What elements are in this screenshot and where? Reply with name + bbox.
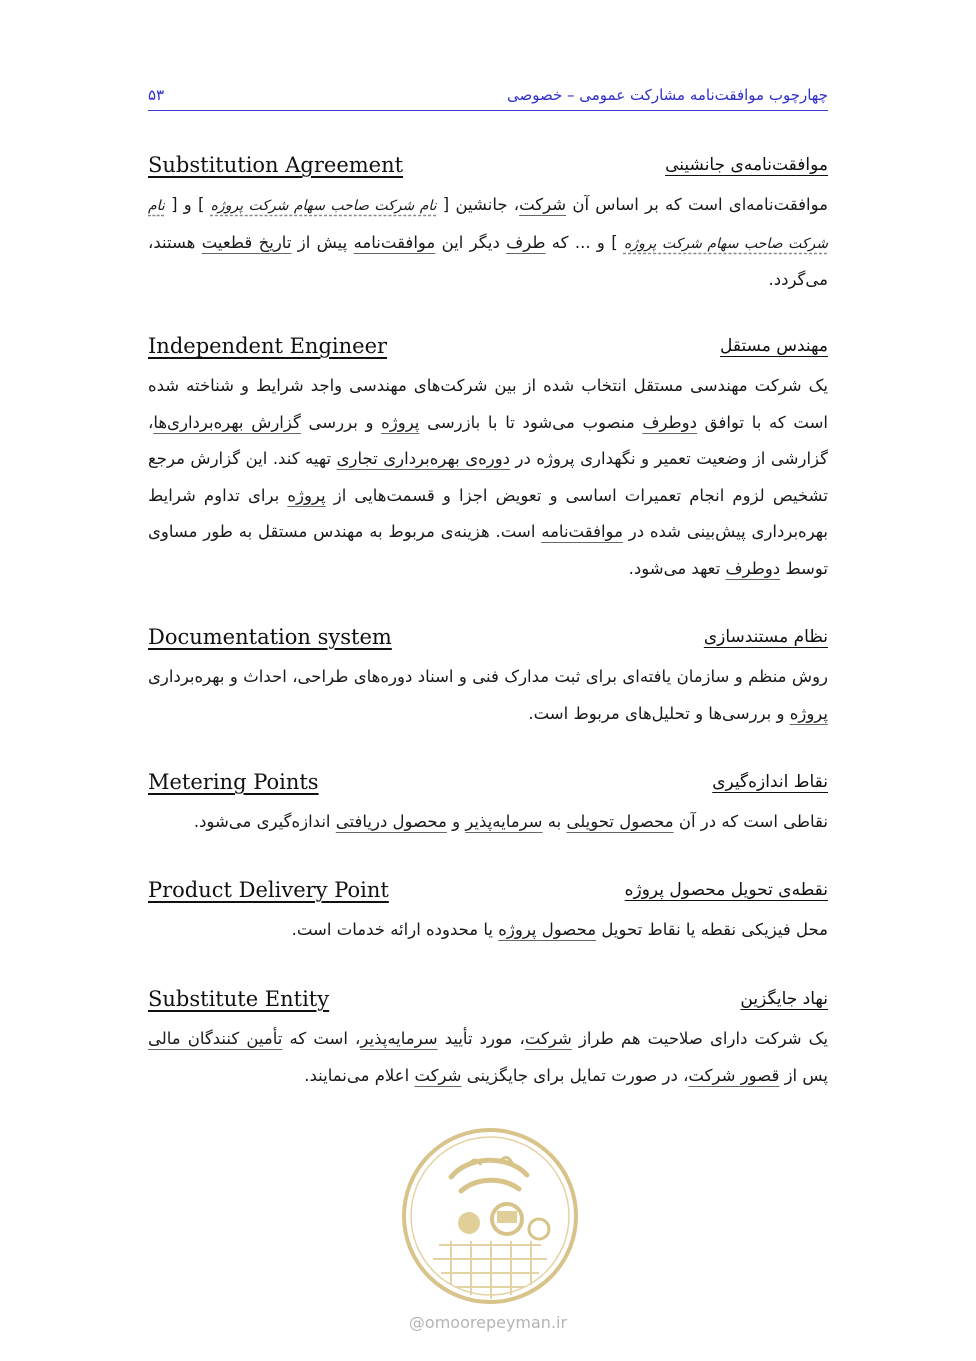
defined-term-link: دوره‌ی بهره‌برداری تجاری xyxy=(336,449,511,468)
term-english: Metering Points xyxy=(148,770,319,794)
defined-term-link: دوطرف xyxy=(642,412,697,432)
defined-term-link: قصور شرکت xyxy=(688,1065,780,1085)
term-english: Substitution Agreement xyxy=(148,153,404,177)
defined-term-link: موافقت‌نامه xyxy=(353,232,436,252)
term-english: Product Delivery Point xyxy=(148,878,389,902)
defined-term-link: پروژه xyxy=(789,703,828,723)
defined-term-link: سرمایه‌پذیر xyxy=(465,812,543,831)
term-definition: یک شرکت مهندسی مستقل انتخاب شده از بین شرکت‌های مهندسی واجد شرایط و شناخته شده است که با توافق دوطرف منصوب می‌شود تا با بازرسی پروژه و بررسی گزارش بهره‌برداری‌ها، گزارشی از وضعیت تعمیر و نگهداری پروژه در دوره‌ی بهره‌برداری تجاری تهیه کند. این گزارش مرجع تشخیص لزوم انجام تعمیرات اساسی و تعویض اجزا و قسمت‌هایی از پروژه برای تداوم شرایط بهره‌برداری پیش‌بینی شده در موافقت‌نامه است. هزینه‌ی مربوط به مهندس مستقل به طور مساوی توسط دوطرف تعهد می‌شود. xyxy=(148,376,829,578)
defined-term-link: تأمین کنندگان مالی xyxy=(148,1029,283,1048)
term-english: Independent Engineer xyxy=(148,334,388,358)
defined-term-link: محصول تحویلی xyxy=(566,812,674,831)
defined-term-link: سرمایه‌پذیر xyxy=(360,1029,438,1048)
defined-term-link: شرکت xyxy=(414,1065,462,1085)
defined-term-link: طرف xyxy=(506,232,546,252)
term-definition: نقاطی است که در آن محصول تحویلی به سرمایه‌پذیر و محصول دریافتی اندازه‌گیری می‌شود. xyxy=(193,812,828,831)
defined-term-link: محصول دریافتی xyxy=(335,812,447,831)
term-english: Substitute Entity xyxy=(148,987,330,1011)
defined-term-link: گزارش بهره‌برداری‌ها xyxy=(153,412,301,432)
term-persian: نظام مستندسازی xyxy=(703,627,828,647)
defined-term-link: موافقت‌نامه xyxy=(541,522,623,541)
glossary-entry-metering-points xyxy=(148,770,828,841)
glossary-entry-documentation-system xyxy=(148,625,828,732)
defined-term-link: تاریخ قطعیت xyxy=(201,232,292,252)
defined-term-link: پروژه xyxy=(287,485,326,505)
defined-term-link: محصول پروژه xyxy=(498,920,597,939)
placeholder-text: نام شرکت صاحب سهام شرکت پروژه xyxy=(210,198,437,214)
placeholder-text: نام شرکت صاحب سهام شرکت پروژه xyxy=(148,198,828,252)
glossary-entry-substitution-agreement xyxy=(148,153,828,299)
defined-term-link: پروژه xyxy=(381,412,420,432)
term-persian: نقاط اندازه‌گیری xyxy=(712,772,828,792)
term-persian: نهاد جایگزین xyxy=(740,989,828,1009)
term-definition: محل فیزیکی نقطه یا نقاط تحویل محصول پروژه یا محدوده ارائه خدمات است. xyxy=(291,920,828,939)
page-header xyxy=(148,84,828,111)
running-title: چهارچوب موافقت‌نامه مشارکت عمومی – خصوصی xyxy=(506,86,828,104)
term-definition: یک شرکت دارای صلاحیت هم طراز شرکت، مورد تأیید سرمایه‌پذیر، است که تأمین کنندگان مالی پس از قصور شرکت، در صورت تمایل برای جایگزینی شرکت اعلام می‌نمایند. xyxy=(148,1029,829,1085)
term-definition: موافقت‌نامه‌ای است که بر اساس آن شرکت، جانشین [ نام شرکت صاحب سهام شرکت پروژه ] و [ نام شرکت صاحب سهام شرکت پروژه ] و ... که طرف دیگر این موافقت‌نامه پیش از تاریخ قطعیت هستند، می‌گردد. xyxy=(148,195,828,289)
page-number: ۵۳ xyxy=(148,86,165,104)
defined-term-link: شرکت xyxy=(519,195,567,214)
term-persian: موافقت‌نامه‌ی جانشینی xyxy=(665,155,828,175)
defined-term-link: شرکت xyxy=(524,1029,572,1048)
term-definition: روش منظم و سازمان یافته‌ای برای ثبت مدارک فنی و اسناد دوره‌های طراحی، احداث و بهره‌برداری پروژه و بررسی‌ها و تحلیل‌های مربوط است. xyxy=(148,667,828,723)
watermark-logo-icon xyxy=(399,1125,581,1307)
glossary-entry-substitute-entity xyxy=(148,987,828,1094)
glossary-entry-product-delivery-point xyxy=(148,878,828,949)
term-english: Documentation system xyxy=(148,625,392,649)
term-persian: مهندس مستقل xyxy=(719,336,828,356)
glossary-entry-independent-engineer xyxy=(148,334,828,587)
watermark-site-text: @omoorepeyman.ir xyxy=(408,1313,568,1332)
term-persian: نقطه‌ی تحویل محصول پروژه xyxy=(624,880,828,900)
defined-term-link: دوطرف xyxy=(725,558,781,578)
